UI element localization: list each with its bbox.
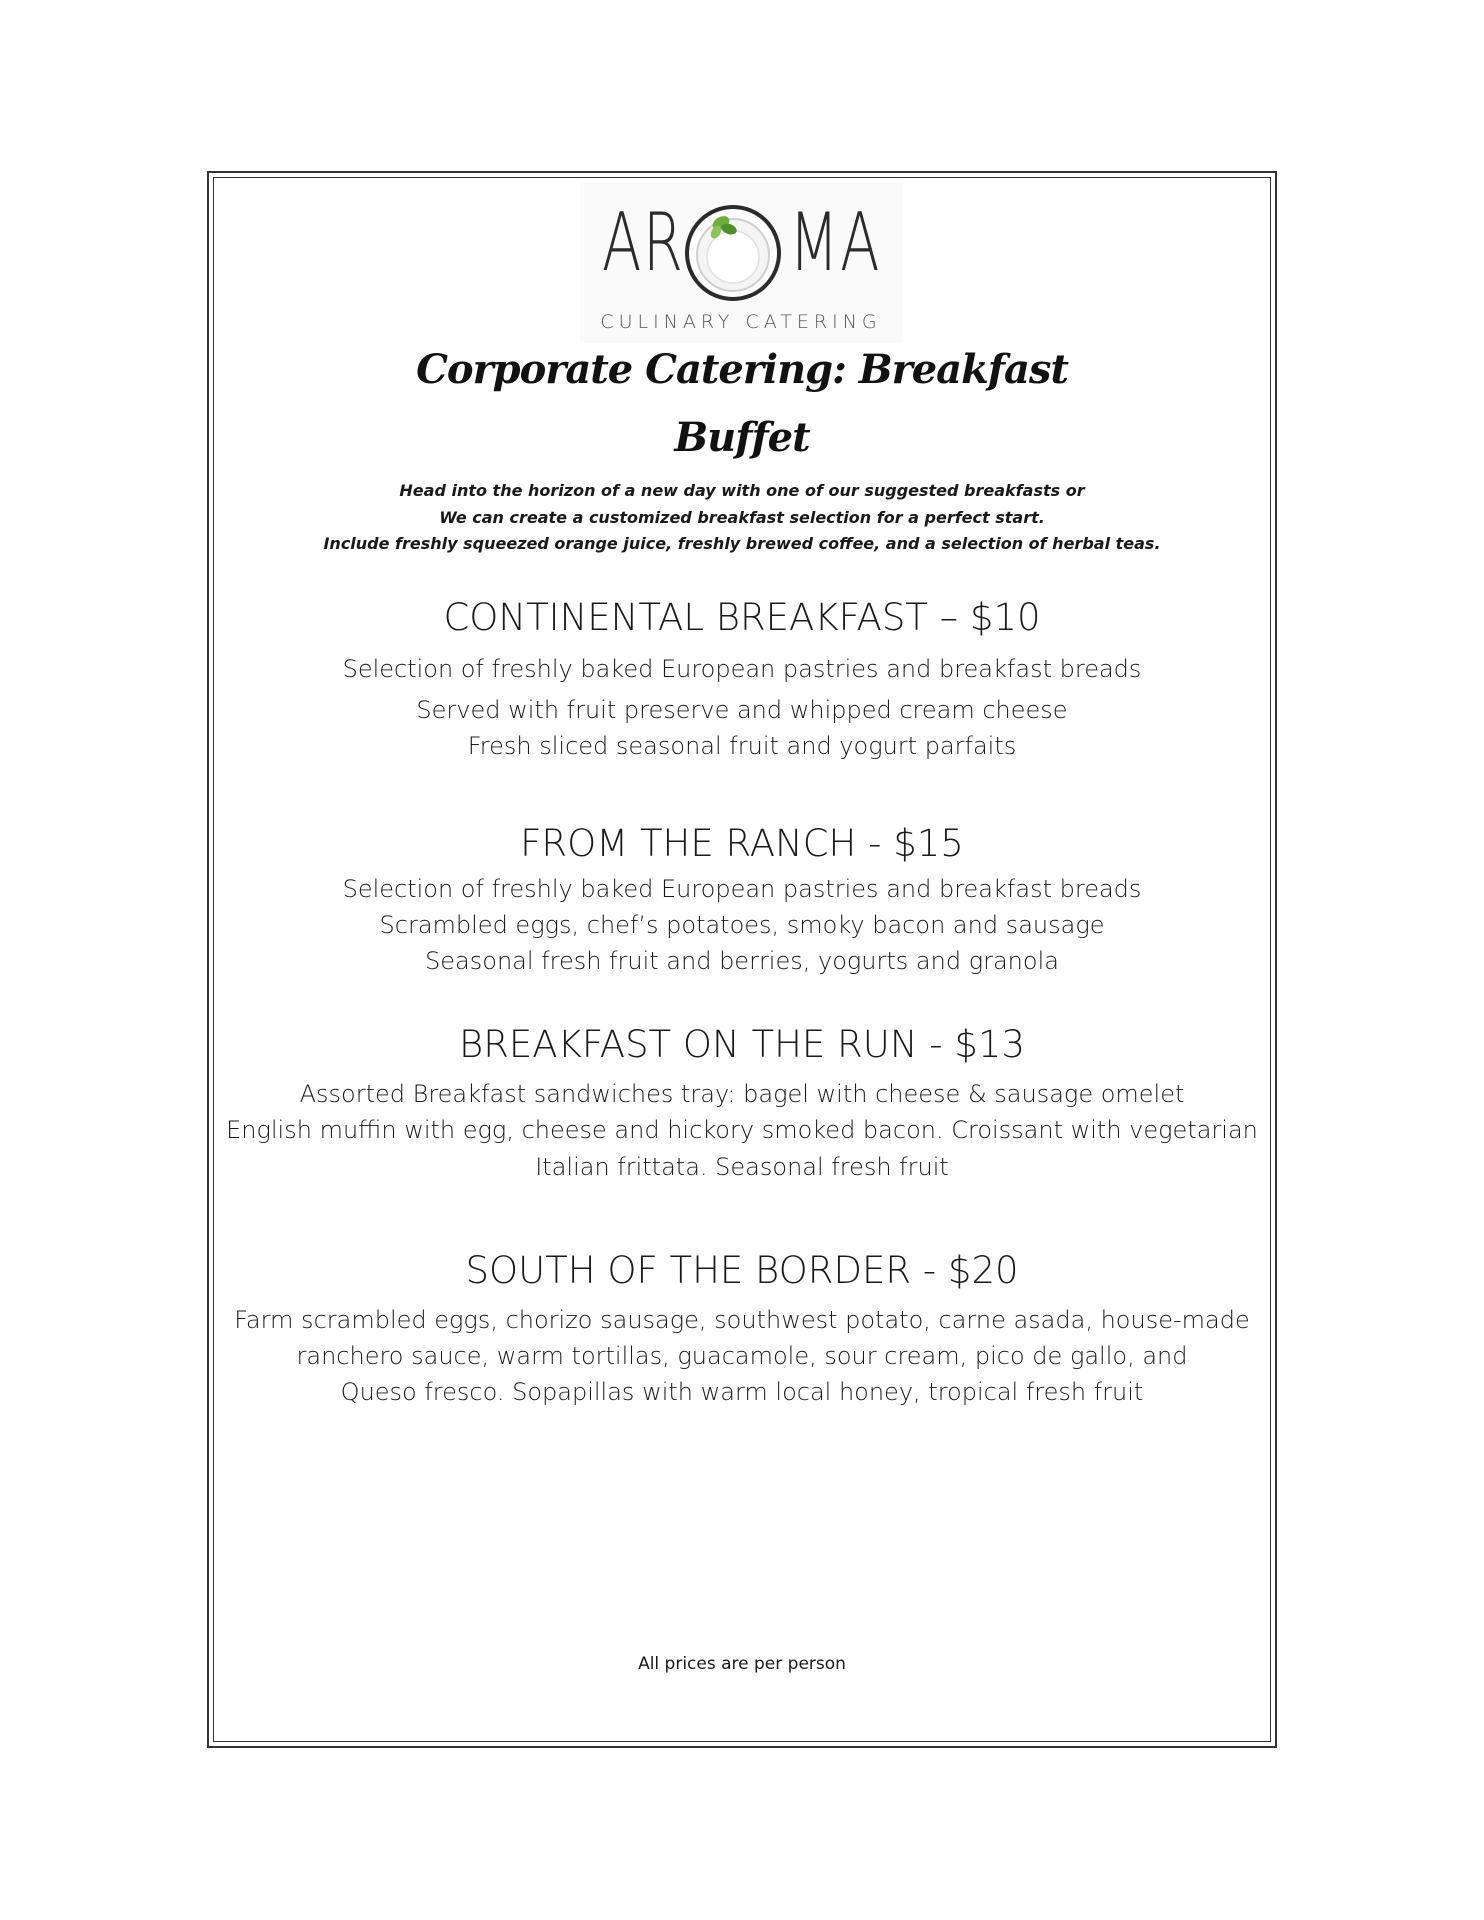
logo-subtitle: CULINARY CATERING <box>600 311 882 333</box>
section-heading-ranch: FROM THE RANCH - $15 <box>520 822 964 865</box>
page-title-line2: Buffet <box>674 414 810 461</box>
section-heading-on-the-run: BREAKFAST ON THE RUN - $13 <box>458 1023 1026 1066</box>
logo-word-right: MA <box>789 196 881 289</box>
menu-item-line: English muffin with egg, cheese and hickory smoked bacon. Croissant with vegetarian <box>226 1116 1258 1144</box>
menu-item-line: ranchero sauce, warm tortillas, guacamole, sour cream, pico de gallo, and <box>296 1342 1188 1370</box>
menu-item-line: Selection of freshly baked European pastries and breakfast breads <box>342 655 1142 683</box>
intro-line: Head into the horizon of a new day with one of our suggested breakfasts or <box>399 481 1085 500</box>
plate-icon <box>683 203 783 303</box>
menu-item-line: Assorted Breakfast sandwiches tray: bagel with cheese & sausage omelet <box>299 1080 1185 1108</box>
pricing-note: All prices are per person <box>638 1654 846 1674</box>
menu-item-line: Selection of freshly baked European pastries and breakfast breads <box>342 875 1142 903</box>
section-heading-south-border: SOUTH OF THE BORDER - $20 <box>465 1249 1019 1292</box>
aroma-logo <box>580 183 902 343</box>
page-title: Corporate Catering: Breakfast <box>416 346 1068 393</box>
intro-line: Include freshly squeezed orange juice, freshly brewed coffee, and a selection of herbal teas. <box>323 534 1161 553</box>
menu-item-line: Queso fresco. Sopapillas with warm local honey, tropical fresh fruit <box>340 1378 1144 1406</box>
section-heading-continental: CONTINENTAL BREAKFAST – $10 <box>443 596 1041 639</box>
menu-item-line: Fresh sliced seasonal fruit and yogurt parfaits <box>467 732 1017 760</box>
menu-item-line: Seasonal fresh fruit and berries, yogurts and granola <box>425 947 1059 975</box>
menu-item-line: Scrambled eggs, chef’s potatoes, smoky bacon and sausage <box>379 911 1105 939</box>
menu-item-line: Farm scrambled eggs, chorizo sausage, southwest potato, carne asada, house-made <box>234 1306 1250 1334</box>
menu-item-line: Italian frittata. Seasonal fresh fruit <box>535 1153 949 1181</box>
logo-word-left: AR <box>602 196 685 289</box>
intro-line: We can create a customized breakfast selection for a perfect start. <box>439 508 1045 527</box>
menu-item-line: Served with fruit preserve and whipped cream cheese <box>416 696 1068 724</box>
